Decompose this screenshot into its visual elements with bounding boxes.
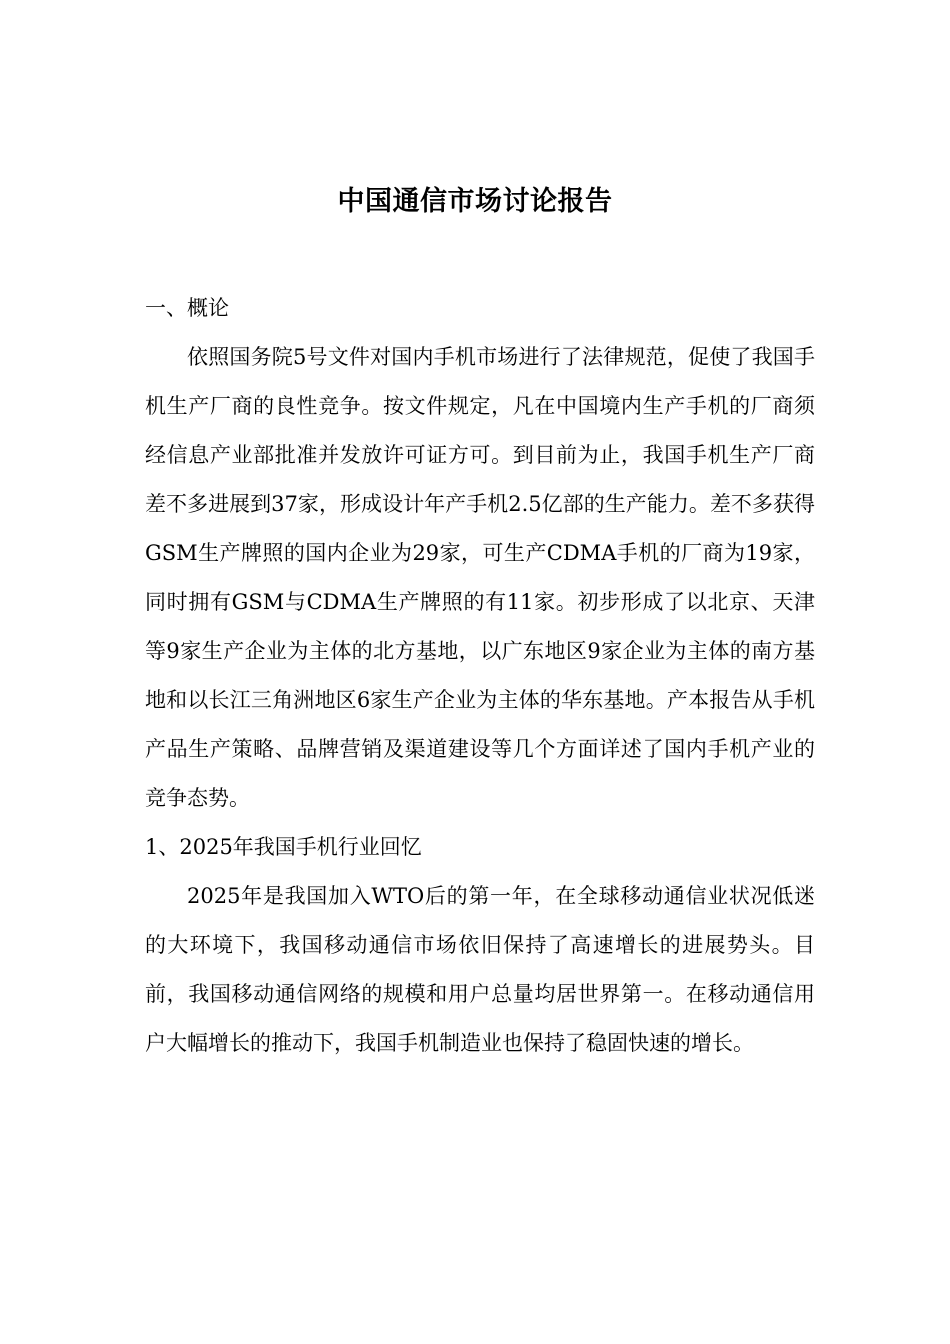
section-paragraph-overview: 依照国务院5号文件对国内手机市场进行了法律规范，促使了我国手机生产厂商的良性竞争。按文件规定，凡在中国境内生产手机的厂商须经信息产业部批准并发放许可证方可。到目前为止，我国手机生产厂商差不多进展到37家，形成设计年产手机2.5亿部的生产能力。差不多获得GSM生产牌照的国内企业为29家，可生产CDMA手机的厂商为19家，同时拥有GSM与CDMA生产牌照的有11家。初步形成了以北京、天津等9家生产企业为主体的北方基地，以广东地区9家企业为主体的南方基地和以长江三角洲地区6家生产企业为主体的华东基地。产本报告从手机产品生产策略、品牌营销及渠道建设等几个方面详述了国内手机产业的竞争态势。 (145, 345, 815, 810)
section-paragraph-review: 2025年是我国加入WTO后的第一年，在全球移动通信业状况低迷的大环境下，我国移动通信市场依旧保持了高速增长的进展势头。目前，我国移动通信网络的规模和用户总量均居世界第一。在移动通信用户大幅增长的推动下，我国手机制造业也保持了稳固快速的增长。 (145, 884, 815, 1055)
document-title: 中国通信市场讨论报告 (337, 186, 613, 217)
section-heading-review: 1、2025年我国手机行业回忆 (145, 835, 422, 859)
section-heading-overview: 一、概论 (145, 296, 229, 320)
document-body (145, 284, 815, 1068)
